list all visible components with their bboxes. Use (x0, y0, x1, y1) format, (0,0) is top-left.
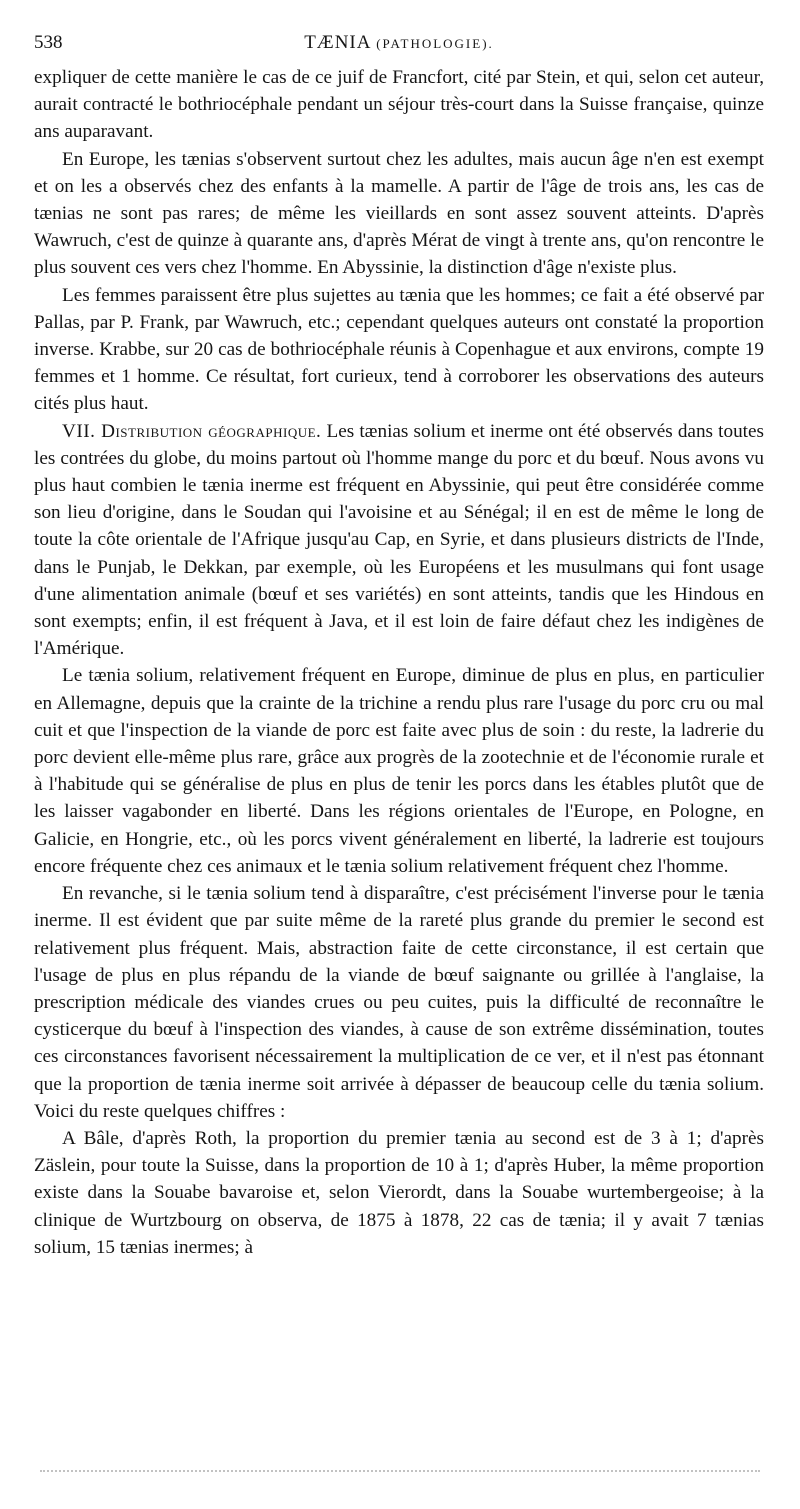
document-page (34, 28, 764, 1261)
page-number: 538 (34, 32, 63, 53)
running-title (34, 32, 764, 54)
running-title-main: TÆNIA (304, 32, 371, 53)
body-text (34, 64, 764, 1261)
running-header (34, 28, 764, 64)
section-vii-text: Les tænias solium et inerme ont été observés dans toutes les contrées du globe, du moins partout où l'homme mange du porc et du bœuf. Nous avons vu plus haut combien le tænia inerme est fréquent en Abyssinie, qui peut être considérée comme son lieu d'origine, dans le Soudan qui l'avoisine et au Sénégal; il en est de même le long de toute la côte orientale de l'Afrique jusqu'au Cap, en Syrie, et dans plusieurs districts de l'Inde, dans le Punjab, le Dekkan, par exemple, où les Européens et les musulmans qui font usage d'une alimentation animale (bœuf et ses variétés) en sont atteints, tandis que les Hindous en sont exempts; enfin, il est fréquent à Java, et il est loin de faire défaut chez les indigènes de l'Amérique. (34, 420, 764, 660)
paragraph-sex: Les femmes paraissent être plus sujettes au tænia que les hommes; ce fait a été observé par Pallas, par P. Frank, par Wawruch, etc.; cependant quelques auteurs ont constaté la proportion inverse. Krabbe, sur 20 cas de bothriocéphale réunis à Copenhague et aux environs, compte 19 femmes et 1 homme. Ce résultat, fort curieux, tend à corroborer les observations des auteurs cités plus haut. (34, 284, 764, 415)
paragraph-taenia-inerme: En revanche, si le tænia solium tend à disparaître, c'est précisément l'inverse pour le tænia inerme. Il est évident que par suite même de la rareté plus grande du premier le second est relativement plus fréquent. Mais, abstraction faite de cette circonstance, il est certain que l'usage de plus en plus répandu de la viande de bœuf saignante ou grillée à l'anglaise, la prescription médicale des viandes crues ou peu cuites, puis la difficulté de reconnaître le cysticerque du bœuf à l'inspection des viandes, à cause de son extrême dissémination, toutes ces circonstances favorisent nécessairement la multiplication de ce ver, et il n'est pas étonnant que la proportion de tænia inerme soit arrivée à dépasser de beaucoup celle du tænia solium. Voici du reste quelques chiffres : (34, 883, 764, 1122)
paragraph-continued: expliquer de cette manière le cas de ce juif de Francfort, cité par Stein, et qui, selon cet auteur, aurait contracté le bothriocéphale pendant un séjour très-court dans la Suisse française, quinze ans auparavant. (34, 67, 764, 143)
paragraph-taenia-solium: Le tænia solium, relativement fréquent en Europe, diminue de plus en plus, en particulier en Allemagne, depuis que la crainte de la trichine a rendu plus rare l'usage du porc cru ou mal cuit et que l'inspection de la viande de porc est faite avec plus de soin : du reste, la ladrerie du porc devient elle-même plus rare, grâce aux progrès de la zootechnie et de l'économie rurale et à l'habitude qui se généralise de plus en plus de tenir les porcs dans les étables plutôt que de les laisser vagabonder en liberté. Dans les régions orientales de l'Europe, en Pologne, en Galicie, en Hongrie, etc., où les porcs vivent généralement en liberté, la ladrerie est toujours encore fréquente chez ces animaux et le tænia solium relativement fréquent chez l'homme. (34, 665, 764, 877)
paragraph-age: En Europe, les tænias s'observent surtout chez les adultes, mais aucun âge n'en est exempt et on les a observés chez des enfants à la mamelle. A partir de l'âge de trois ans, les cas de tænias ne sont pas rares; de même les vieillards en sont assez souvent atteints. D'après Wawruch, c'est de quinze à quarante ans, d'après Mérat de vingt à trente ans, qu'on rencontre le plus souvent ces vers chez l'homme. En Abyssinie, la distinction d'âge n'existe plus. (34, 148, 764, 279)
section-heading: VII. Distribution géographique. (62, 420, 322, 442)
footer-artifact-line (40, 1470, 760, 1472)
paragraph-section-vii (34, 418, 764, 663)
paragraph-statistics: A Bâle, d'après Roth, la proportion du premier tænia au second est de 3 à 1; d'après Zäslein, pour toute la Suisse, dans la proportion de 10 à 1; d'après Huber, la même proportion existe dans la Souabe bavaroise et, selon Vierordt, dans la Souabe wurtembergeoise; à la clinique de Wurtzbourg on observa, de 1875 à 1878, 22 cas de tænia; il y avait 7 tænias solium, 15 tænias inermes; à (34, 1127, 764, 1258)
running-title-sub: (PATHOLOGIE). (376, 36, 494, 51)
